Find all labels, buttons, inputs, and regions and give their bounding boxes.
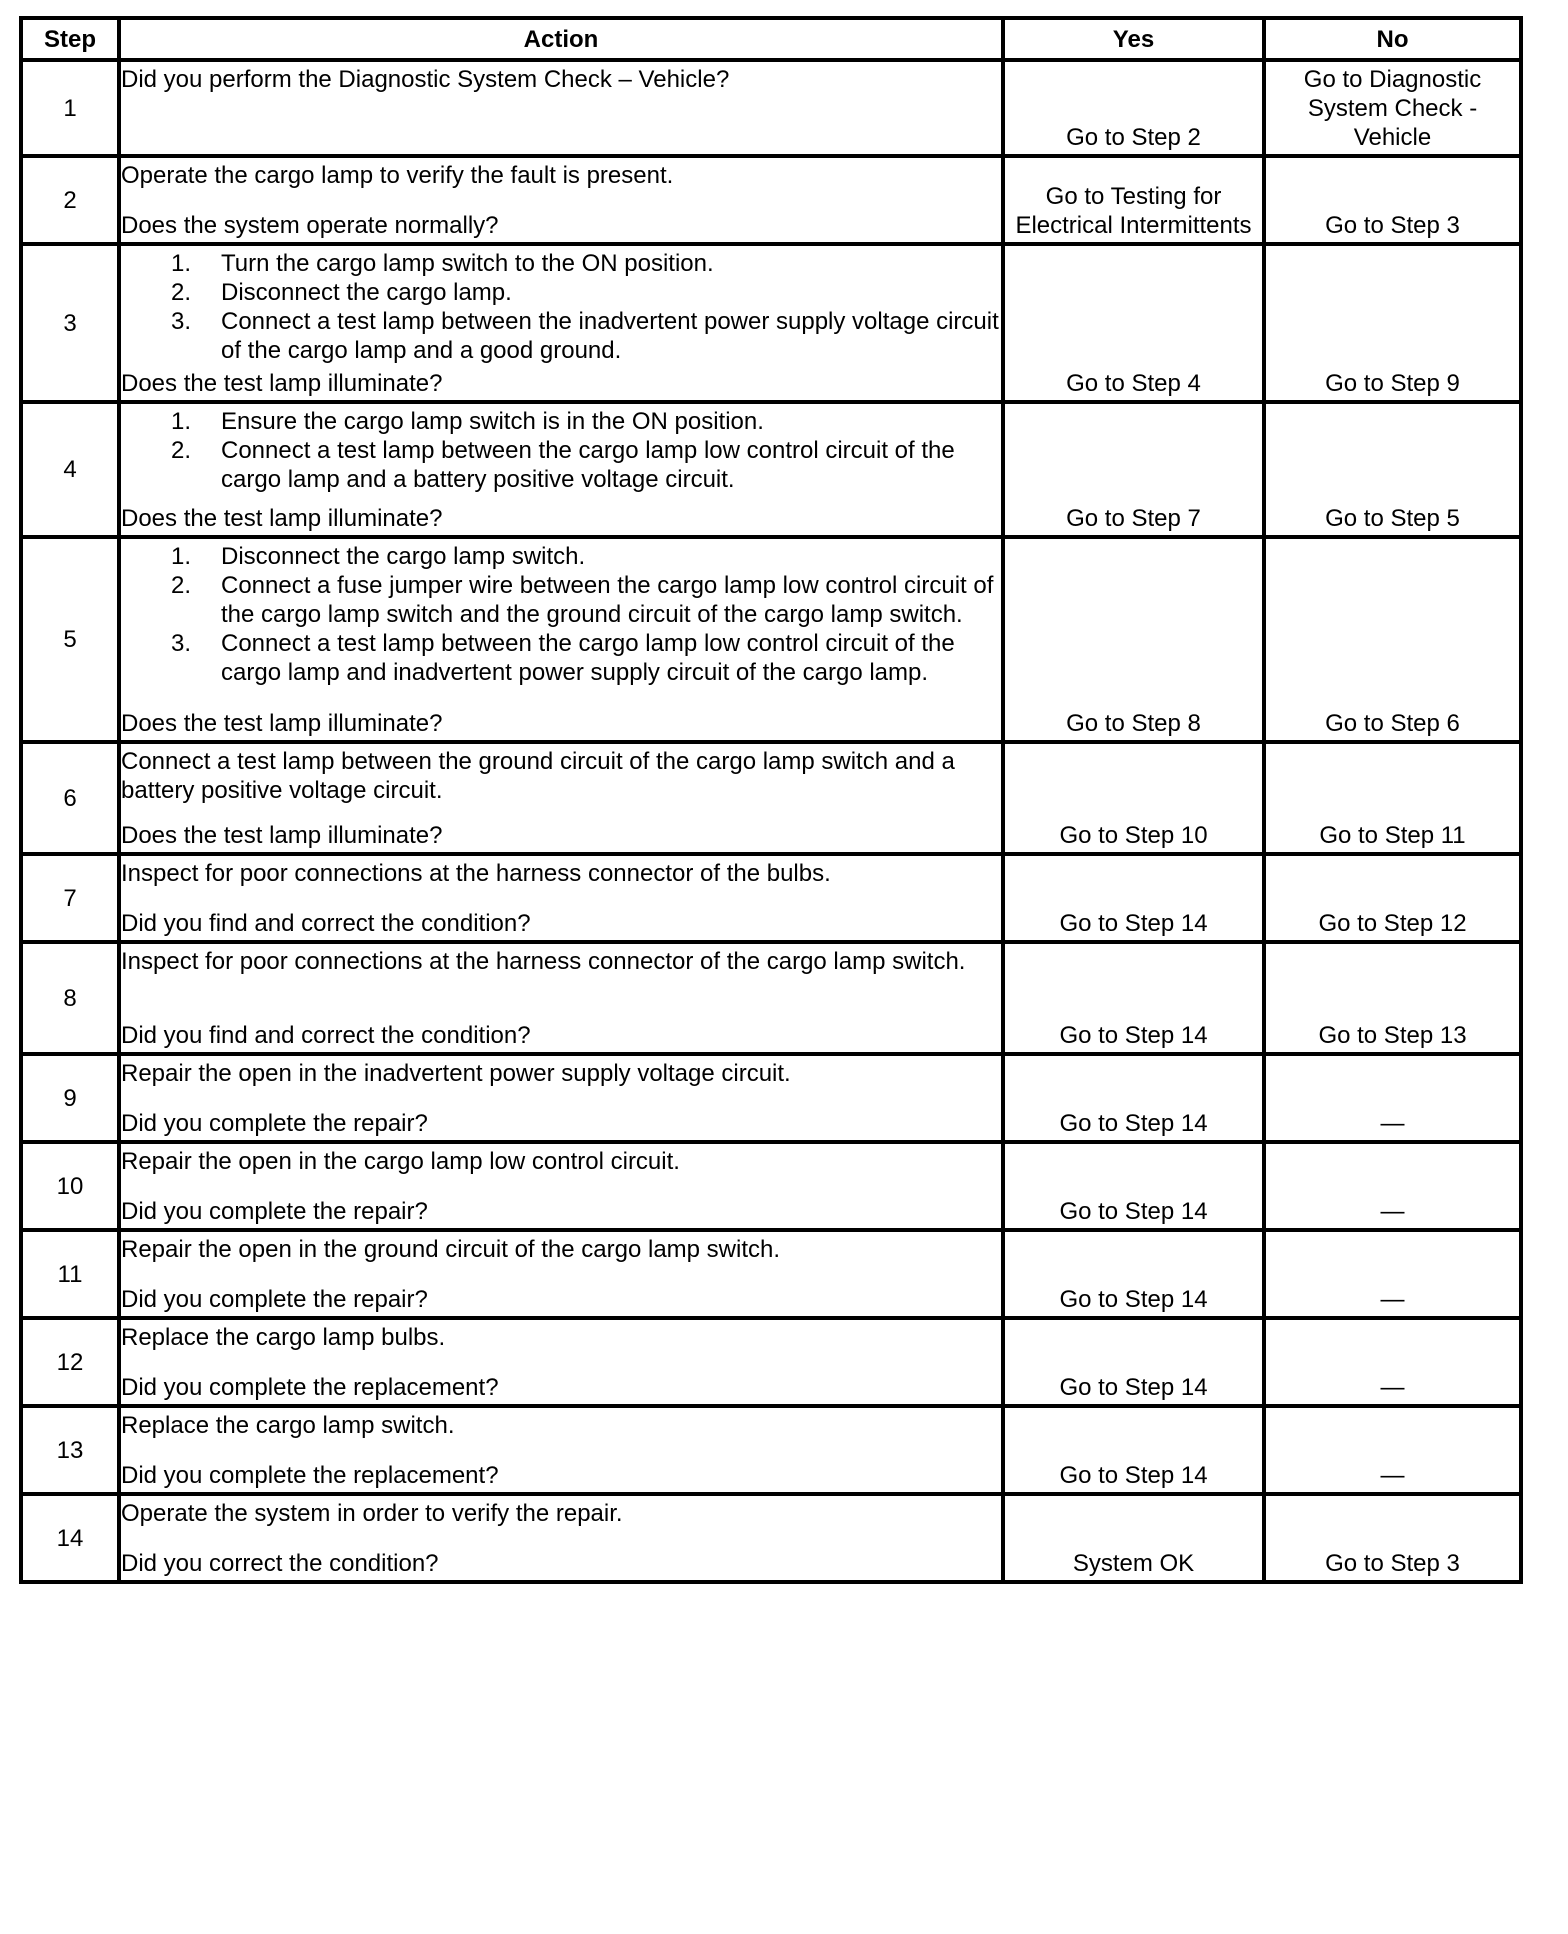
no-result <box>1264 854 1521 942</box>
no-result <box>1264 1494 1521 1582</box>
no-result <box>1264 1054 1521 1142</box>
action-question: Did you complete the repair? <box>121 1286 428 1313</box>
action-text: Replace the cargo lamp bulbs. <box>121 1324 446 1351</box>
yes-result-text: Go to Step 14 <box>1059 1286 1208 1313</box>
step-number: 4 <box>21 402 119 537</box>
no-result-text: Go to Step 6 <box>1325 710 1460 737</box>
action-content <box>121 1144 1001 1228</box>
action-text: Repair the open in the cargo lamp low control circuit. <box>121 1148 680 1175</box>
table-row <box>21 1494 1521 1582</box>
no-result-text: Go to Diagnostic System Check - Vehicle <box>1303 66 1482 151</box>
no-result-text: Go to Step 12 <box>1318 910 1467 937</box>
header-no: No <box>1264 18 1521 60</box>
action-step-number: 3. <box>171 308 192 335</box>
table-row <box>21 1406 1521 1494</box>
yes-result-text: Go to Step 10 <box>1059 822 1208 849</box>
yes-result <box>1003 1230 1264 1318</box>
action-step-number: 1. <box>171 408 192 435</box>
action-text: Repair the open in the inadvertent power supply voltage circuit. <box>121 1060 791 1087</box>
step-number: 9 <box>21 1054 119 1142</box>
action-instructions <box>121 744 1001 805</box>
action-content <box>121 62 1001 154</box>
table-row <box>21 244 1521 402</box>
no-result <box>1264 1318 1521 1406</box>
yes-result <box>1003 1142 1264 1230</box>
action-content <box>121 1408 1001 1492</box>
step-number: 13 <box>21 1406 119 1494</box>
step-number: 3 <box>21 244 119 402</box>
action-instructions <box>121 539 1001 687</box>
yes-result <box>1003 942 1264 1054</box>
table-row <box>21 1230 1521 1318</box>
action-question: Does the test lamp illuminate? <box>121 505 443 532</box>
yes-result-text: Go to Step 14 <box>1059 1198 1208 1225</box>
action-question: Did you complete the replacement? <box>121 1374 499 1401</box>
no-result-text: Go to Step 11 <box>1319 822 1466 849</box>
yes-result <box>1003 156 1264 244</box>
action-instructions <box>121 1232 1001 1264</box>
action-question: Did you complete the replacement? <box>121 1462 499 1489</box>
action-question: Did you complete the repair? <box>121 1198 428 1225</box>
action-text: Repair the open in the ground circuit of the cargo lamp switch. <box>121 1236 781 1263</box>
action-step-number: 2. <box>171 437 192 464</box>
yes-result <box>1003 60 1264 156</box>
action-step-number: 2. <box>171 572 192 599</box>
no-result <box>1264 156 1521 244</box>
action-question: Did you correct the condition? <box>121 1550 439 1577</box>
action-instructions <box>121 1320 1001 1352</box>
no-result-text: Go to Step 3 <box>1325 212 1460 239</box>
action-step-number: 2. <box>171 279 192 306</box>
action-content <box>121 744 1001 852</box>
no-result <box>1264 942 1521 1054</box>
no-result <box>1264 1406 1521 1494</box>
table-row <box>21 402 1521 537</box>
step-number: 12 <box>21 1318 119 1406</box>
action-step-text: Disconnect the cargo lamp. <box>221 279 512 306</box>
yes-result-text: Go to Step 4 <box>1066 370 1201 397</box>
action-step-item <box>121 249 1001 278</box>
action-step-number: 1. <box>171 543 192 570</box>
action-cell <box>119 537 1003 742</box>
action-step-item <box>121 571 1001 629</box>
action-instructions <box>121 62 1001 94</box>
action-content <box>121 404 1001 535</box>
no-result-text: — <box>1380 1198 1405 1225</box>
no-result-text: — <box>1380 1286 1405 1313</box>
table-row <box>21 60 1521 156</box>
yes-result <box>1003 1318 1264 1406</box>
no-result-text: — <box>1380 1110 1405 1137</box>
yes-result <box>1003 854 1264 942</box>
action-question: Does the test lamp illuminate? <box>121 822 443 849</box>
table-row <box>21 942 1521 1054</box>
no-result-text: — <box>1380 1374 1405 1401</box>
table-row <box>21 742 1521 854</box>
action-content <box>121 944 1001 1052</box>
action-text: Replace the cargo lamp switch. <box>121 1412 455 1439</box>
yes-result-text: Go to Step 8 <box>1066 710 1201 737</box>
action-step-text: Connect a test lamp between the cargo lamp low control circuit of the cargo lamp and a battery positive voltage circuit. <box>221 437 955 493</box>
action-text: Connect a test lamp between the ground circuit of the cargo lamp switch and a battery positive voltage circuit. <box>121 748 955 804</box>
no-result <box>1264 1142 1521 1230</box>
yes-result-text: Go to Step 14 <box>1059 1374 1208 1401</box>
header-action: Action <box>119 18 1003 60</box>
no-result <box>1264 1230 1521 1318</box>
action-content <box>121 1232 1001 1316</box>
table-row <box>21 1142 1521 1230</box>
header-yes: Yes <box>1003 18 1264 60</box>
action-step-text: Connect a test lamp between the inadvertent power supply voltage circuit of the cargo lamp and a good ground. <box>221 308 999 364</box>
action-cell <box>119 854 1003 942</box>
no-result <box>1264 244 1521 402</box>
step-number: 1 <box>21 60 119 156</box>
no-result-text: Go to Step 5 <box>1325 505 1460 532</box>
action-question: Did you find and correct the condition? <box>121 910 531 937</box>
action-instructions <box>121 1144 1001 1176</box>
step-number: 11 <box>21 1230 119 1318</box>
action-step-item <box>121 629 1001 687</box>
action-instructions <box>121 1496 1001 1528</box>
action-instructions <box>121 404 1001 494</box>
action-cell <box>119 942 1003 1054</box>
yes-result-text: Go to Step 2 <box>1066 124 1201 151</box>
step-number: 7 <box>21 854 119 942</box>
action-cell <box>119 402 1003 537</box>
action-content <box>121 539 1001 740</box>
action-step-item <box>121 278 1001 307</box>
step-number: 5 <box>21 537 119 742</box>
action-instructions <box>121 856 1001 888</box>
table-row <box>21 537 1521 742</box>
action-instructions <box>121 246 1001 365</box>
action-text: Operate the cargo lamp to verify the fault is present. <box>121 162 674 189</box>
step-number: 8 <box>21 942 119 1054</box>
action-content <box>121 246 1001 400</box>
yes-result-text: Go to Step 14 <box>1059 910 1208 937</box>
action-instructions <box>121 944 1001 976</box>
header-row <box>21 18 1521 60</box>
action-cell <box>119 244 1003 402</box>
action-step-item <box>121 407 1001 436</box>
action-cell <box>119 742 1003 854</box>
action-text: Operate the system in order to verify the repair. <box>121 1500 623 1527</box>
yes-result-text: System OK <box>1072 1550 1195 1577</box>
action-cell <box>119 1406 1003 1494</box>
table-row <box>21 1318 1521 1406</box>
action-instructions <box>121 158 1001 190</box>
action-step-text: Connect a fuse jumper wire between the cargo lamp low control circuit of the cargo lamp switch and the ground circuit of the cargo lamp switch. <box>221 572 994 628</box>
step-number: 6 <box>21 742 119 854</box>
action-content <box>121 1320 1001 1404</box>
no-result <box>1264 742 1521 854</box>
action-step-text: Connect a test lamp between the cargo lamp low control circuit of the cargo lamp and inadvertent power supply circuit of the cargo lamp. <box>221 630 955 686</box>
action-cell <box>119 1318 1003 1406</box>
yes-result <box>1003 1494 1264 1582</box>
action-cell <box>119 1230 1003 1318</box>
action-question: Does the test lamp illuminate? <box>121 710 443 737</box>
action-cell <box>119 1494 1003 1582</box>
action-step-item <box>121 542 1001 571</box>
step-number: 2 <box>21 156 119 244</box>
yes-result <box>1003 537 1264 742</box>
yes-result-text: Go to Step 14 <box>1059 1022 1208 1049</box>
table-row <box>21 854 1521 942</box>
no-result <box>1264 537 1521 742</box>
no-result <box>1264 60 1521 156</box>
action-cell <box>119 1142 1003 1230</box>
yes-result <box>1003 742 1264 854</box>
action-content <box>121 1496 1001 1580</box>
table-header <box>21 18 1521 60</box>
yes-result <box>1003 244 1264 402</box>
no-result-text: Go to Step 13 <box>1318 1022 1467 1049</box>
action-question: Did you find and correct the condition? <box>121 1022 531 1049</box>
table-row <box>21 1054 1521 1142</box>
no-result-text: — <box>1380 1462 1405 1489</box>
action-instructions <box>121 1056 1001 1088</box>
yes-result-text: Go to Step 7 <box>1066 505 1201 532</box>
action-step-text: Turn the cargo lamp switch to the ON position. <box>221 250 714 277</box>
no-result-text: Go to Step 3 <box>1325 1550 1460 1577</box>
yes-result-text: Go to Step 14 <box>1059 1110 1208 1137</box>
action-cell <box>119 156 1003 244</box>
action-text: Did you perform the Diagnostic System Check – Vehicle? <box>121 66 730 93</box>
action-cell <box>119 60 1003 156</box>
action-question: Did you complete the repair? <box>121 1110 428 1137</box>
yes-result <box>1003 1406 1264 1494</box>
action-content <box>121 1056 1001 1140</box>
action-step-text: Disconnect the cargo lamp switch. <box>221 543 586 570</box>
action-step-item <box>121 307 1001 365</box>
action-step-list <box>121 249 1001 365</box>
table-body <box>21 60 1521 1582</box>
action-step-text: Ensure the cargo lamp switch is in the ON position. <box>221 408 764 435</box>
action-instructions <box>121 1408 1001 1440</box>
yes-result-text: Go to Step 14 <box>1059 1462 1208 1489</box>
action-step-list <box>121 542 1001 687</box>
step-number: 10 <box>21 1142 119 1230</box>
table-row <box>21 156 1521 244</box>
no-result-text: Go to Step 9 <box>1325 370 1460 397</box>
action-content <box>121 856 1001 940</box>
yes-result-text: Go to Testing for Electrical Intermittents <box>1015 183 1252 239</box>
action-step-number: 3. <box>171 630 192 657</box>
diagnostic-table <box>19 16 1523 1584</box>
action-text: Inspect for poor connections at the harness connector of the cargo lamp switch. <box>121 948 966 975</box>
action-step-number: 1. <box>171 250 192 277</box>
action-cell <box>119 1054 1003 1142</box>
action-step-list <box>121 407 1001 494</box>
action-content <box>121 158 1001 242</box>
action-text: Inspect for poor connections at the harness connector of the bulbs. <box>121 860 831 887</box>
yes-result <box>1003 1054 1264 1142</box>
action-question: Does the system operate normally? <box>121 212 499 239</box>
action-step-item <box>121 436 1001 494</box>
step-number: 14 <box>21 1494 119 1582</box>
action-question: Does the test lamp illuminate? <box>121 370 443 397</box>
no-result <box>1264 402 1521 537</box>
header-step: Step <box>21 18 119 60</box>
yes-result <box>1003 402 1264 537</box>
